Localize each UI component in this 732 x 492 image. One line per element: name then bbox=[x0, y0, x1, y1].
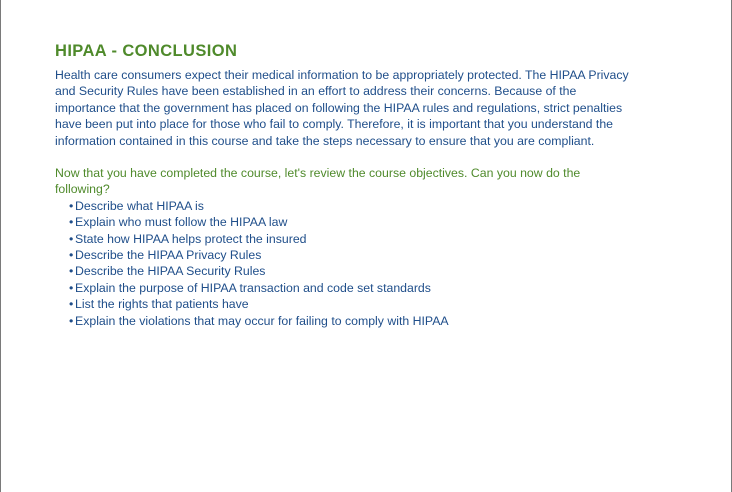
objective-label: Explain the violations that may occur for failing to comply with HIPAA bbox=[75, 313, 449, 328]
review-prompt: Now that you have completed the course, let's review the course objectives. Can you now do the following? bbox=[55, 166, 581, 197]
objective-label: Describe the HIPAA Security Rules bbox=[75, 264, 266, 279]
bullet-icon: • bbox=[69, 198, 74, 213]
objective-item bbox=[69, 231, 635, 247]
page-title: HIPAA - CONCLUSION bbox=[55, 42, 238, 60]
bullet-icon: • bbox=[69, 313, 74, 328]
bullet-icon: • bbox=[69, 231, 74, 246]
intro-paragraph: Health care consumers expect their medical information to be appropriately protected. The HIPAA Privacy and Security Rules have been established in an effort to address their concerns. Because of the importance that the government has placed on following the HIPAA rules and regulations, strict penalties have been put into place for those who fail to comply. Therefore, it is important that you understand the information contained in this course and take the steps necessary to ensure that you are compliant. bbox=[55, 68, 629, 148]
slide-content bbox=[55, 42, 635, 329]
objective-label: Describe the HIPAA Privacy Rules bbox=[75, 248, 262, 263]
objective-label: Explain the purpose of HIPAA transaction and code set standards bbox=[75, 280, 431, 295]
objective-item bbox=[69, 247, 635, 263]
objective-label: Describe what HIPAA is bbox=[75, 198, 204, 213]
bullet-icon: • bbox=[69, 280, 74, 295]
objectives-list bbox=[55, 198, 635, 329]
objective-label: State how HIPAA helps protect the insured bbox=[75, 231, 307, 246]
objective-item bbox=[69, 198, 635, 214]
objective-item bbox=[69, 313, 635, 329]
objective-label: Explain who must follow the HIPAA law bbox=[75, 215, 288, 230]
objective-item bbox=[69, 214, 635, 230]
objective-item bbox=[69, 296, 635, 312]
objective-item bbox=[69, 263, 635, 279]
bullet-icon: • bbox=[69, 297, 74, 312]
objective-label: List the rights that patients have bbox=[75, 297, 249, 312]
bullet-icon: • bbox=[69, 264, 74, 279]
bullet-icon: • bbox=[69, 248, 74, 263]
objective-item bbox=[69, 280, 635, 296]
bullet-icon: • bbox=[69, 215, 74, 230]
